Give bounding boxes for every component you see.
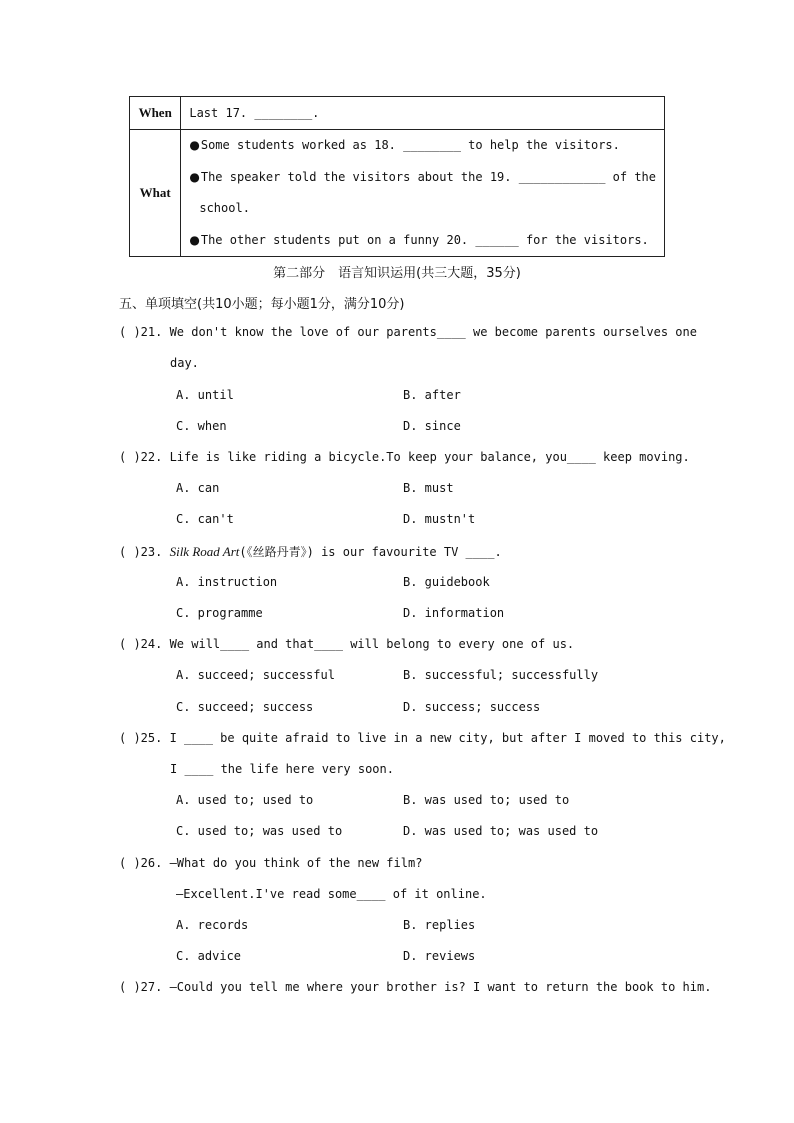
question-25-option-b: B. was used to; used to xyxy=(403,793,570,807)
bullet-icon: ● xyxy=(189,169,200,184)
what-line-3: school. xyxy=(199,201,250,215)
question-21-option-c: C. when xyxy=(176,419,227,433)
question-23-option-d: D. information xyxy=(403,606,505,620)
question-21-option-d: D. since xyxy=(403,419,461,433)
question-22-option-a: A. can xyxy=(176,481,220,495)
what-line-2: ●The speaker told the visitors about the 19. ____________ of the xyxy=(189,169,656,184)
question-21-stem: ( )21. We don't know the love of our parents____ we become parents ourselves one xyxy=(119,325,697,339)
event-table xyxy=(129,96,665,257)
question-23-option-c: C. programme xyxy=(176,606,263,620)
bullet-icon: ● xyxy=(189,138,200,152)
question-25-option-a: A. used to; used to xyxy=(176,793,314,807)
question-24-option-d: D. success; success xyxy=(403,700,541,714)
question-24-option-a: A. succeed; successful xyxy=(176,668,335,682)
question-26-option-c: C. advice xyxy=(176,949,242,963)
question-21-option-b: B. after xyxy=(403,388,461,402)
question-26-stem: ( )26. —What do you think of the new film? xyxy=(119,856,423,870)
section-title: 五、单项填空(共10小题；每小题1分，满分10分) xyxy=(119,297,405,312)
question-26-option-d: D. reviews xyxy=(403,949,476,963)
question-22-stem: ( )22. Life is like riding a bicycle.To keep your balance, you____ keep moving. xyxy=(119,450,690,464)
question-25-stem-cont: I ____ the life here very soon. xyxy=(170,762,394,776)
question-22-option-b: B. must xyxy=(403,481,454,495)
question-21-stem-cont: day. xyxy=(170,356,199,370)
question-22-option-d: D. mustn't xyxy=(403,512,476,526)
when-text: Last 17. ________. xyxy=(181,97,665,130)
question-21-option-a: A. until xyxy=(176,388,234,402)
question-23-stem: ( )23. Silk Road Art(《丝路丹青》) is our favourite TV ____. xyxy=(119,544,502,559)
question-24-option-b: B. successful; successfully xyxy=(403,668,599,682)
question-22-option-c: C. can't xyxy=(176,512,234,526)
what-content xyxy=(181,130,665,257)
bullet-icon: ● xyxy=(189,232,200,247)
question-24-stem: ( )24. We will____ and that____ will belong to every one of us. xyxy=(119,637,575,651)
part-title: 第二部分 语言知识运用(共三大题，35分) xyxy=(273,266,521,281)
what-label: What xyxy=(130,130,181,257)
what-line-1: ●Some students worked as 18. ________ to help the visitors. xyxy=(189,138,620,152)
question-25-stem: ( )25. I ____ be quite afraid to live in a new city, but after I moved to this city, xyxy=(119,731,726,745)
question-25-option-d: D. was used to; was used to xyxy=(403,824,599,838)
when-label: When xyxy=(130,97,181,130)
question-27-stem: ( )27. —Could you tell me where your brother is? I want to return the book to him. xyxy=(119,980,712,994)
question-26-stem-cont: —Excellent.I've read some____ of it online. xyxy=(176,887,487,901)
question-26-option-b: B. replies xyxy=(403,918,476,932)
when-row xyxy=(130,97,665,130)
question-23-option-a: A. instruction xyxy=(176,575,278,589)
question-26-option-a: A. records xyxy=(176,918,249,932)
what-line-4: ●The other students put on a funny 20. ______ for the visitors. xyxy=(189,232,649,247)
what-row xyxy=(130,130,665,257)
question-23-option-b: B. guidebook xyxy=(403,575,490,589)
tv-title: Silk Road Art xyxy=(169,544,240,559)
question-25-option-c: C. used to; was used to xyxy=(176,824,343,838)
question-24-option-c: C. succeed; success xyxy=(176,700,314,714)
